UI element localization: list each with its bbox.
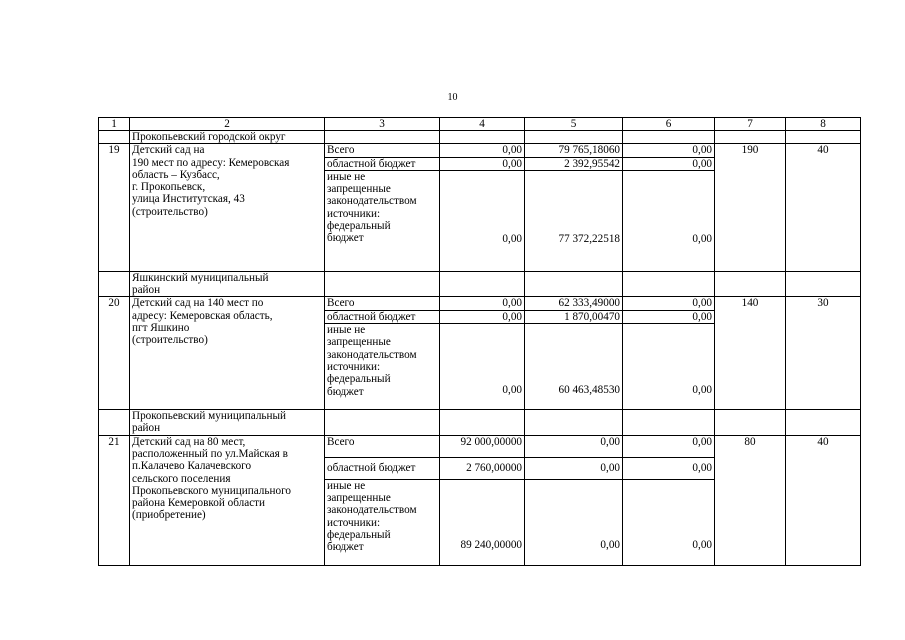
col8-cell: 40 [786, 144, 861, 272]
value-cell: 0,00 [440, 310, 525, 323]
value-cell: 0,00 [623, 435, 715, 457]
header-cell: 8 [786, 118, 861, 131]
table-row [99, 297, 861, 310]
value-cell: 0,00 [623, 324, 715, 410]
section-title: Прокопьевский муниципальный район [130, 410, 325, 436]
value-cell: 0,00 [623, 457, 715, 479]
col8-cell: 30 [786, 297, 861, 410]
capacity-cell: 140 [715, 297, 786, 410]
header-cell: 3 [325, 118, 440, 131]
section-title-row [99, 410, 861, 436]
value-cell: 79 765,18060 [525, 144, 623, 157]
value-cell: 77 372,22518 [525, 170, 623, 271]
page-number: 10 [447, 92, 458, 103]
funding-label: Всего [325, 297, 440, 310]
funding-label: областной бюджет [325, 457, 440, 479]
header-cell: 1 [99, 118, 130, 131]
value-cell: 0,00 [623, 297, 715, 310]
object-name: Детский сад на 80 мест, расположенный по ул.Майская в п.Калачево Калачевского сельского поселения Прокопьевского муниципального района Кемеровкой области (приобретение) [130, 435, 325, 565]
funding-label: Всего [325, 435, 440, 457]
value-cell: 0,00 [623, 310, 715, 323]
funding-label: Всего [325, 144, 440, 157]
value-cell: 0,00 [440, 297, 525, 310]
row-number: 21 [99, 435, 130, 565]
budget-table [98, 117, 861, 566]
header-cell: 4 [440, 118, 525, 131]
object-name: Детский сад на 190 мест по адресу: Кемеровская область – Кузбасс, г. Прокопьевск, улица Институтская, 43 (строительство) [130, 144, 325, 272]
header-cell: 6 [623, 118, 715, 131]
funding-label: областной бюджет [325, 157, 440, 170]
row-number: 20 [99, 297, 130, 410]
value-cell: 0,00 [440, 157, 525, 170]
value-cell: 92 000,00000 [440, 435, 525, 457]
section-title-row [99, 271, 861, 297]
value-cell: 0,00 [440, 144, 525, 157]
header-cell: 5 [525, 118, 623, 131]
value-cell: 89 240,00000 [440, 479, 525, 565]
section-title: Яшкинский муниципальный район [130, 271, 325, 297]
value-cell: 0,00 [623, 157, 715, 170]
value-cell: 0,00 [525, 457, 623, 479]
value-cell: 0,00 [440, 324, 525, 410]
section-title: Прокопьевский городской округ [130, 131, 325, 144]
value-cell: 0,00 [623, 144, 715, 157]
funding-label: иные не запрещенные законодательством источники: федеральный бюджет [325, 324, 440, 410]
section-title-row [99, 131, 861, 144]
table-row [99, 144, 861, 157]
value-cell: 0,00 [623, 479, 715, 565]
value-cell: 0,00 [525, 479, 623, 565]
value-cell: 0,00 [525, 435, 623, 457]
value-cell: 60 463,48530 [525, 324, 623, 410]
funding-label: областной бюджет [325, 310, 440, 323]
funding-label: иные не запрещенные законодательством источники: федеральный бюджет [325, 170, 440, 271]
header-cell: 2 [130, 118, 325, 131]
value-cell: 0,00 [440, 170, 525, 271]
object-name: Детский сад на 140 мест по адресу: Кемеровская область, пгт Яшкино (строительство) [130, 297, 325, 410]
table-row [99, 435, 861, 457]
header-cell: 7 [715, 118, 786, 131]
value-cell: 62 333,49000 [525, 297, 623, 310]
value-cell: 0,00 [623, 170, 715, 271]
capacity-cell: 190 [715, 144, 786, 272]
value-cell: 2 392,95542 [525, 157, 623, 170]
header-row [99, 118, 861, 131]
value-cell: 1 870,00470 [525, 310, 623, 323]
row-number: 19 [99, 144, 130, 272]
value-cell: 2 760,00000 [440, 457, 525, 479]
funding-label: иные не запрещенные законодательством источники: федеральный бюджет [325, 479, 440, 565]
col8-cell: 40 [786, 435, 861, 565]
capacity-cell: 80 [715, 435, 786, 565]
